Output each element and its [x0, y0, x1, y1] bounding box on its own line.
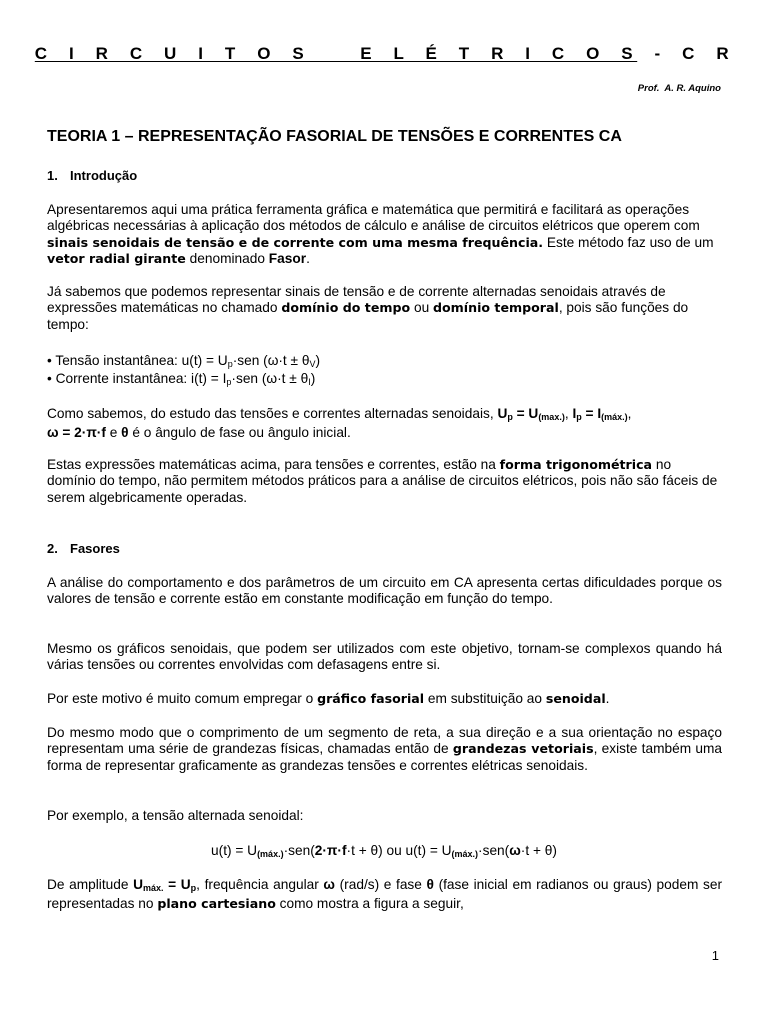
subscript: V: [309, 359, 316, 369]
bold-text: U: [497, 406, 508, 421]
bold-text: plano cartesiano: [157, 896, 276, 912]
subscript: p: [226, 377, 232, 387]
text: Estas expressões matemáticas acima, para tensões e correntes, estão na: [47, 457, 500, 472]
text: no domínio do tempo, não permitem métodos práticos para a análise de circuitos elétricos, pois não são fáceis de serem algebricamente operadas.: [47, 457, 718, 505]
subscript: (max.): [538, 412, 565, 422]
text: e: [105, 425, 122, 441]
bold-text: = I: [581, 406, 602, 421]
bold-text: θ: [426, 877, 434, 892]
bold-text: ω: [323, 877, 335, 892]
text: ,: [564, 406, 573, 421]
text: ,: [627, 406, 632, 421]
subscript: p: [507, 412, 513, 422]
text: De amplitude: [47, 877, 134, 892]
theory-title: TEORIA 1 – REPRESENTAÇÃO FASORIAL DE TENSÕES E CORRENTES CA: [47, 128, 622, 145]
intro-paragraph-2: [47, 284, 722, 333]
bold-text: 2·π·f: [314, 843, 347, 858]
bold-text: U: [133, 877, 143, 892]
text: Do mesmo modo que o comprimento de um segmento de reta, a sua direção e a sua orientação no espaço representam uma série de grandezas físicas, chamadas então de: [47, 725, 722, 757]
subscript: (máx.): [451, 849, 479, 859]
document-title: [0, 44, 768, 64]
text: Já sabemos que podemos representar sinais de tensão e de corrente alternadas senoidais através de expressões matemáticas no chamado: [47, 284, 666, 316]
subscript: máx.: [143, 883, 164, 893]
text: , frequência angular: [196, 877, 324, 892]
author-name: Prof. A. R. Aquino: [637, 83, 721, 94]
voltage-bullet: [47, 353, 722, 372]
text: ·sen (ω·t ± θ: [231, 371, 309, 386]
text: u(t) = U: [211, 843, 258, 858]
section-2-heading: [47, 541, 120, 556]
text: Por este motivo é muito comum empregar o: [47, 691, 318, 706]
text: ): [315, 353, 321, 368]
subscript: p: [190, 883, 197, 893]
bold-text: gráfico fasorial: [317, 691, 425, 706]
subscript: (máx.): [257, 849, 284, 859]
text: é o ângulo de fase ou ângulo inicial.: [128, 425, 351, 441]
title-suffix: - C R: [637, 44, 734, 63]
section-1-heading: [47, 168, 137, 183]
text: ·t + θ) ou u(t) = U: [346, 843, 452, 858]
section-1-title: Introdução: [70, 168, 138, 183]
phasor-paragraph-4: [47, 725, 722, 774]
section-1-number: 1.: [47, 168, 58, 183]
bold-text: ω: [509, 843, 521, 858]
text: • Corrente instantânea: i(t) = I: [47, 371, 227, 386]
text: (fase inicial em radianos ou graus) podem ser representadas no: [47, 877, 723, 912]
bold-text: domínio temporal: [433, 300, 559, 316]
bold-text: θ: [121, 425, 129, 441]
text: em substituição ao: [424, 691, 546, 706]
intro-paragraph-1: [47, 202, 722, 267]
text: ou: [410, 300, 433, 316]
text: Este método faz uso de um: [543, 234, 714, 250]
text: • Tensão instantânea: u(t) = U: [47, 353, 228, 368]
bold-text: ω = 2·π·f: [47, 425, 106, 441]
text: ·sen(: [478, 843, 510, 858]
bold-text: sinais senoidais de tensão e de corrente com uma mesma frequência.: [47, 234, 544, 250]
text: , existe também uma forma de representar graficamente as grandezas tensões e correntes elétricas senoidais.: [47, 741, 722, 773]
current-bullet: [47, 371, 722, 390]
phasor-paragraph-2: Mesmo os gráficos senoidais, que podem ser utilizados com este objetivo, tornam-se complexos quando há várias tensões ou correntes envolvidas com defasagens entre si.: [47, 641, 722, 673]
phasor-paragraph-1: A análise do comportamento e dos parâmetros de um circuito em CA apresenta certas dificuldades porque os valores de tensão e corrente estão em constante modificação em função do tempo.: [47, 575, 722, 607]
subscript: (máx.): [601, 412, 628, 422]
intro-paragraph-3: [47, 406, 722, 442]
phasor-paragraph-3: [47, 691, 722, 707]
text: ·sen (ω·t ± θ: [232, 353, 310, 368]
text: .: [605, 691, 610, 706]
bold-text: Fasor: [268, 250, 307, 266]
text: Apresentaremos aqui uma prática ferramenta gráfica e matemática que permitirá e facilitará as operações algébricas necessárias à aplicação dos métodos de cálculo e análise de circuitos elétricos que operem com: [47, 202, 700, 234]
bold-text: domínio do tempo: [281, 300, 411, 316]
bold-text: vetor radial girante: [47, 250, 186, 266]
text: ): [310, 371, 316, 386]
bold-text: = U: [512, 406, 539, 421]
subscript: I: [308, 377, 311, 387]
text: Como sabemos, do estudo das tensões e correntes alternadas senoidais,: [47, 406, 498, 421]
phasor-paragraph-5: Por exemplo, a tensão alternada senoidal:: [47, 808, 304, 823]
subscript: p: [576, 412, 582, 422]
text: , pois são funções do tempo:: [47, 300, 689, 332]
text: (rad/s) e fase: [334, 877, 427, 892]
page-number: 1: [711, 948, 719, 963]
bold-text: I: [572, 406, 577, 421]
subscript: p: [227, 359, 233, 369]
phasor-paragraph-6: [47, 877, 722, 913]
bold-text: = U: [163, 877, 191, 892]
section-2-number: 2.: [47, 541, 58, 556]
bold-text: grandezas vetoriais: [452, 741, 594, 757]
text: ·sen(: [283, 843, 315, 858]
bold-text: senoidal: [545, 691, 606, 706]
title-underlined: C I R C U I T O S E L É T R I C O S: [34, 44, 638, 63]
section-2-title: Fasores: [70, 541, 120, 556]
text: como mostra a figura a seguir,: [275, 896, 464, 912]
text: ·t + θ): [520, 843, 557, 858]
text: .: [306, 250, 310, 266]
intro-paragraph-4: [47, 457, 722, 506]
voltage-equation: [0, 843, 768, 859]
bold-text: forma trigonométrica: [499, 457, 653, 472]
text: denominado: [185, 250, 269, 266]
